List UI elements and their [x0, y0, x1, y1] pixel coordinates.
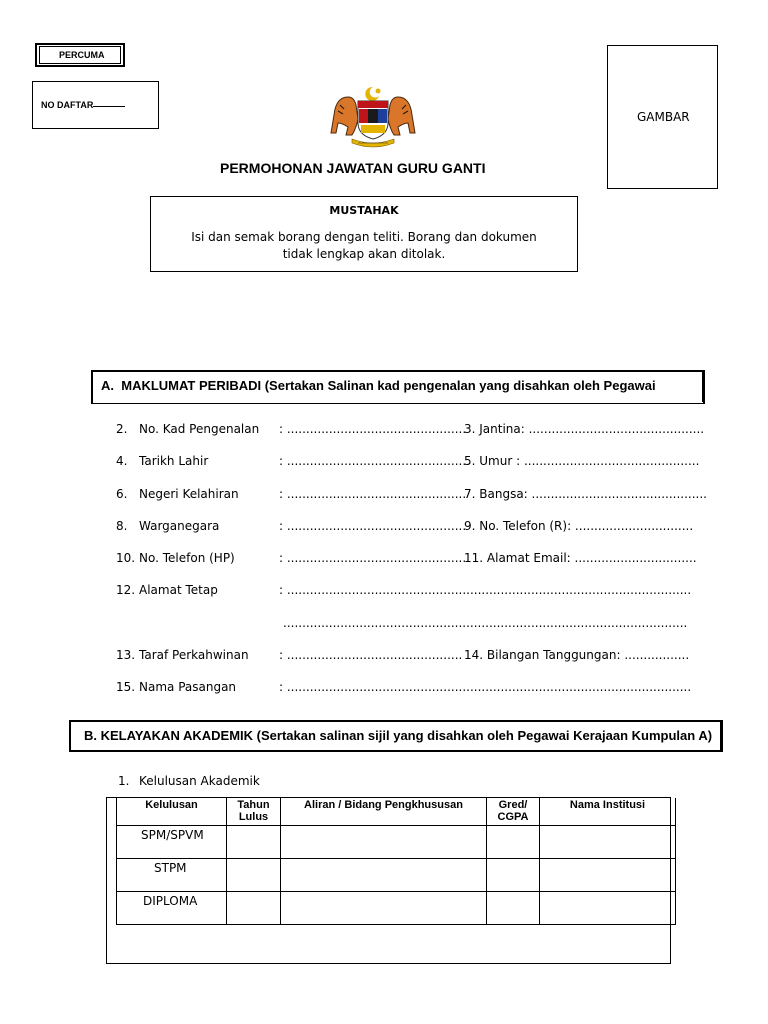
cell-gred[interactable] [487, 858, 540, 891]
field-2-input[interactable]: : ............................................... [279, 422, 467, 436]
percuma-box [35, 43, 125, 67]
col-header-kelulusan: Kelulusan [117, 798, 227, 825]
cell-tahun[interactable] [227, 891, 281, 924]
field-15-input[interactable]: : .......................................................................................................... [279, 680, 692, 694]
col-header-aliran: Aliran / Bidang Pengkhususan [281, 798, 487, 825]
section-b-note: (Sertakan salinan sijil yang disahkan oleh Pegawai Kerajaan Kumpulan A) [256, 728, 713, 743]
field-4-input[interactable]: : ............................................... [279, 454, 467, 468]
field-12-input[interactable]: : .......................................................................................................... [279, 583, 692, 597]
row-kelulusan-spm: SPM/SPVM [117, 825, 227, 858]
table-row [117, 825, 676, 858]
cell-tahun[interactable] [227, 825, 281, 858]
coat-of-arms-icon [328, 85, 418, 147]
cell-tahun[interactable] [227, 858, 281, 891]
academic-item-label: Kelulusan Akademik [139, 774, 260, 788]
field-15-num: 15. [116, 680, 136, 694]
cell-aliran[interactable] [281, 825, 487, 858]
section-b-title [84, 728, 712, 743]
field-13-num: 13. [116, 648, 136, 662]
field-4-label: Tarikh Lahir [139, 454, 209, 468]
field-7-bangsa[interactable]: 7. Bangsa: .............................................. [464, 487, 707, 501]
notice-box [150, 196, 578, 272]
field-10-label: No. Telefon (HP) [139, 551, 235, 565]
row-kelulusan-diploma: DIPLOMA [117, 891, 227, 924]
field-2-label: No. Kad Pengenalan [139, 422, 260, 436]
field-6-label: Negeri Kelahiran [139, 487, 239, 501]
cell-institusi[interactable] [540, 891, 676, 924]
section-a-header [91, 370, 705, 404]
section-a-note: (Sertakan Salinan kad pengenalan yang disahkan oleh Pegawai [264, 378, 656, 393]
section-b-main: B. KELAYAKAN AKADEMIK [84, 728, 254, 743]
field-14-tanggungan[interactable]: 14. Bilangan Tanggungan: ................. [464, 648, 690, 662]
cell-institusi[interactable] [540, 825, 676, 858]
cell-gred[interactable] [487, 891, 540, 924]
field-15-label: Nama Pasangan [139, 680, 237, 694]
notice-line-2: tidak lengkap akan ditolak. [282, 247, 446, 261]
percuma-label: PERCUMA [59, 50, 105, 60]
field-10-num: 10. [116, 551, 136, 565]
no-daftar-box [32, 81, 159, 129]
cell-aliran[interactable] [281, 858, 487, 891]
field-2-num: 2. [116, 422, 128, 436]
section-a-title [101, 378, 656, 393]
notice-heading: MUSTAHAK [329, 204, 399, 217]
table-row [117, 858, 676, 891]
field-12-num: 12. [116, 583, 136, 597]
field-12-label: Alamat Tetap [139, 583, 218, 597]
field-12-input-line-2[interactable]: .......................................................................................................... [283, 616, 688, 630]
col-header-tahun-lulus: Tahun Lulus [227, 798, 281, 825]
academic-item-num: 1. [118, 774, 130, 788]
cell-institusi[interactable] [540, 858, 676, 891]
photo-label: GAMBAR [637, 110, 690, 124]
row-kelulusan-stpm: STPM [117, 858, 227, 891]
no-daftar-label: NO DAFTAR [41, 100, 94, 110]
academic-table [116, 798, 676, 925]
col-header-gred: Gred/ CGPA [487, 798, 540, 825]
section-b-header [69, 720, 723, 752]
field-6-num: 6. [116, 487, 128, 501]
field-8-num: 8. [116, 519, 128, 533]
cell-aliran[interactable] [281, 891, 487, 924]
section-a-letter: A. [101, 378, 114, 393]
field-13-label: Taraf Perkahwinan [139, 648, 249, 662]
field-13-input[interactable]: : .............................................. [279, 648, 463, 662]
field-5-umur[interactable]: 5. Umur : .............................................. [464, 454, 700, 468]
cell-gred[interactable] [487, 825, 540, 858]
section-a-double-line [702, 372, 703, 402]
field-3-jantina[interactable]: 3. Jantina: .............................................. [464, 422, 705, 436]
field-4-num: 4. [116, 454, 128, 468]
no-daftar-line [93, 106, 125, 107]
field-9-telefon-r[interactable]: 9. No. Telefon (R): ............................... [464, 519, 694, 533]
field-10-input[interactable]: : ............................................... [279, 551, 467, 565]
field-6-input[interactable]: : ............................................... [279, 487, 467, 501]
field-11-email[interactable]: 11. Alamat Email: ................................ [464, 551, 697, 565]
table-row [117, 891, 676, 924]
notice-line-1: Isi dan semak borang dengan teliti. Borang dan dokumen [191, 230, 537, 244]
form-title: PERMOHONAN JAWATAN GURU GANTI [220, 160, 486, 176]
col-header-institusi: Nama Institusi [540, 798, 676, 825]
section-a-main: MAKLUMAT PERIBADI [121, 378, 262, 393]
field-8-label: Warganegara [139, 519, 220, 533]
section-b-double-line [720, 722, 721, 750]
field-8-input[interactable]: : ............................................... [279, 519, 467, 533]
photo-box [607, 45, 718, 189]
